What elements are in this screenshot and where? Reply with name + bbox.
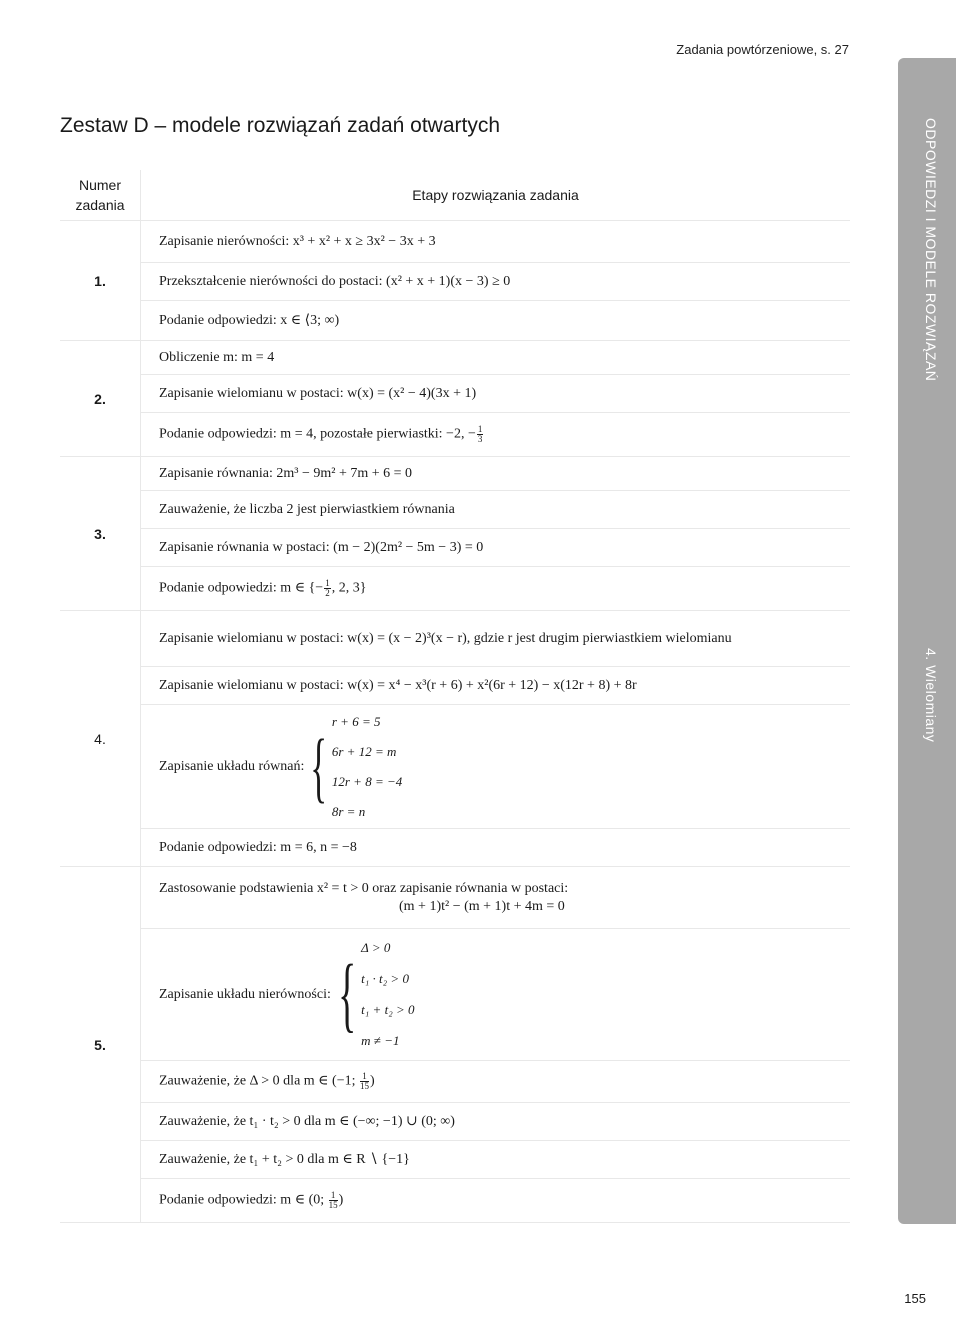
interval-close: ): [338, 1192, 344, 1208]
solution-step: Zapisanie wielomianu w postaci: w(x) = (x − 2)³(x − r), gdzie r jest drugim pierwiastkiem wielomianu: [141, 611, 851, 667]
left-brace-icon: {: [337, 947, 357, 1041]
table-row: [60, 611, 850, 667]
fraction: [477, 425, 484, 444]
task-number: 1.: [60, 221, 141, 341]
page-number: 155: [904, 1291, 926, 1306]
fraction-numerator: 1: [325, 578, 330, 588]
table-row: [60, 221, 850, 263]
table-row: [60, 929, 850, 1061]
page-title: Zestaw D – modele rozwiązań zadań otwartych: [60, 114, 501, 137]
task-number: 4.: [60, 611, 141, 867]
system-inequality: m ≠ −1: [361, 1033, 400, 1049]
solution-step: Podanie odpowiedzi: m = 6, n = −8: [141, 829, 851, 867]
solution-step: Zapisanie równania w postaci: (m − 2)(2m² − 5m − 3) = 0: [141, 529, 851, 567]
solution-step: Przekształcenie nierówności do postaci: (x² + x + 1)(x − 3) ≥ 0: [141, 263, 851, 301]
fraction-numerator: 1: [329, 1191, 338, 1201]
table-row: [60, 457, 850, 491]
header-solution-steps: Etapy rozwiązania zadania: [141, 170, 851, 221]
fraction-denominator: 2: [325, 588, 330, 598]
table-row: [60, 1179, 850, 1223]
table-row: [60, 867, 850, 929]
table-row: [60, 375, 850, 413]
step-text: Podanie odpowiedzi: m ∈ {−: [159, 580, 324, 596]
solution-step: Obliczenie m: m = 4: [141, 341, 851, 375]
side-tab-chapter-label: 4. Wielomiany: [923, 648, 939, 743]
fraction-denominator: 15: [328, 1200, 338, 1210]
solution-step: Zauważenie, że t₁ · t₂ > 0 dla m ∈ (−∞; −1) ∪ (0; ∞): [141, 1103, 851, 1141]
system-inequality: t₁ + t₂ > 0: [361, 1002, 415, 1018]
side-tab-section-label: ODPOWIEDZI I MODELE ROZWIĄZAŃ: [923, 118, 939, 382]
table-row: [60, 1103, 850, 1141]
fraction-denominator: 15: [359, 1081, 369, 1091]
solution-step: [141, 705, 851, 829]
fraction-denominator: 3: [477, 434, 483, 444]
fraction-numerator: 1: [477, 424, 483, 434]
header-task-number: Numer zadania: [60, 170, 141, 221]
step-text-tail: , 2, 3}: [331, 580, 367, 596]
table-row: [60, 667, 850, 705]
step-equation: (m + 1)t² − (m + 1)t + 4m = 0: [399, 898, 565, 914]
table-row: [60, 491, 850, 529]
solution-step: Zapisanie równania: 2m³ − 9m² + 7m + 6 = 0: [141, 457, 851, 491]
system-equation: 8r = n: [331, 803, 366, 819]
step-text: Podanie odpowiedzi: m ∈ (0;: [159, 1192, 328, 1208]
inequality-system-row: [159, 939, 850, 1051]
system-inequality: t₁ · t₂ > 0: [361, 970, 409, 986]
solution-step: Zapisanie nierówności: x³ + x² + x ≥ 3x² − 3x + 3: [141, 221, 851, 263]
solution-step: [141, 867, 851, 929]
solution-step: [141, 929, 851, 1061]
solution-step: Podanie odpowiedzi: x ∈ ⟨3; ∞): [141, 301, 851, 341]
step-text: Podanie odpowiedzi: m = 4, pozostałe pierwiastki: −2, −: [159, 426, 476, 442]
task-number: 5.: [60, 867, 141, 1223]
table-row: [60, 301, 850, 341]
task-number: 3.: [60, 457, 141, 611]
fraction: [329, 1191, 338, 1210]
task-number: 2.: [60, 341, 141, 457]
interval-close: ): [369, 1073, 375, 1089]
table-header-row: [60, 170, 850, 221]
solution-step: Zauważenie, że t₁ + t₂ > 0 dla m ∈ R ∖ {−1}: [141, 1141, 851, 1179]
table-row: [60, 567, 850, 611]
solution-step: [141, 567, 851, 611]
left-brace-icon: {: [310, 722, 328, 810]
table-row: [60, 829, 850, 867]
inequality-system: [361, 939, 414, 1051]
solutions-table: [60, 170, 850, 1223]
solution-step: [141, 413, 851, 457]
system-equation: r + 6 = 5: [331, 713, 381, 729]
equation-system: [332, 713, 402, 821]
table-row: [60, 413, 850, 457]
table-row: [60, 341, 850, 375]
table-row: [60, 1141, 850, 1179]
table-row: [60, 529, 850, 567]
step-text: Zapisanie układu nierówności:: [159, 986, 331, 1002]
table-row: [60, 1061, 850, 1103]
solution-step: Zauważenie, że liczba 2 jest pierwiastkiem równania: [141, 491, 851, 529]
solution-step: [141, 1061, 851, 1103]
solution-step: [141, 1179, 851, 1223]
equation-system-row: [159, 713, 850, 821]
step-text: Zastosowanie podstawienia x² = t > 0 oraz zapisanie równania w postaci:: [159, 880, 569, 896]
system-equation: 6r + 12 = m: [331, 743, 397, 759]
running-head: Zadania powtórzeniowe, s. 27: [676, 42, 849, 57]
table-row: [60, 705, 850, 829]
table-row: [60, 263, 850, 301]
solution-step: Zapisanie wielomianu w postaci: w(x) = x⁴ − x³(r + 6) + x²(6r + 12) − x(12r + 8) + 8r: [141, 667, 851, 705]
fraction: [360, 1072, 369, 1091]
step-text: Zapisanie układu równań:: [159, 758, 305, 774]
system-equation: 12r + 8 = −4: [331, 773, 403, 789]
fraction-numerator: 1: [360, 1072, 369, 1082]
fraction: [324, 579, 331, 598]
step-text: Zauważenie, że Δ > 0 dla m ∈ (−1;: [159, 1073, 359, 1089]
solution-step: Zapisanie wielomianu w postaci: w(x) = (x² − 4)(3x + 1): [141, 375, 851, 413]
system-inequality: Δ > 0: [361, 939, 391, 955]
